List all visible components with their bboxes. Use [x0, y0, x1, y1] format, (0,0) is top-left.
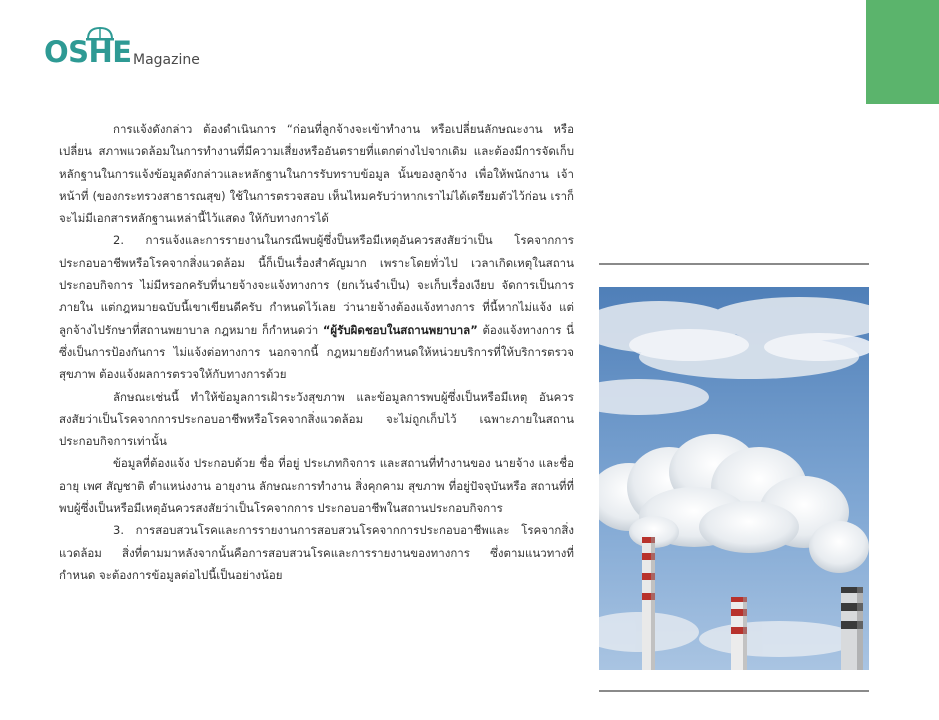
chimney-right: [841, 587, 863, 670]
factory-chimney-smoke-icon: [599, 287, 869, 670]
paragraph-1-text: การแจ้งดังกล่าว ต้องดำเนินการ “ก่อนที่ลูกจ้างจะเข้าทำงาน หรือเปลี่ยนลักษณะงาน หรือเปลี่ยน สภาพแวดล้อมในการทำงานที่มีความเสี่ยงหรืออันตรายที่แตกต่างไปจากเดิม และต้องมีการจัดเก็บ หลักฐานในการแจ้งข้อมูลดังกล่าวและหลักฐานในการรับทราบข้อมูล นั้นของลูกจ้าง เพื่อให้พนักงาน เจ้าหน้าที่ (ของกระทรวงสาธารณสุข) ใช้ในการตรวจสอบ เห็นไหมครับว่าหากเราไม่ได้เตรียมตัวไว้ก่อน เราก็จะไม่มีเอกสารหลักฐานเหล่านี้ไว้แสดง ให้กับทางการได้: [59, 122, 574, 226]
divider-bottom: [599, 690, 869, 692]
paragraph-4: [59, 452, 574, 519]
paragraph-1: [59, 118, 574, 229]
paragraph-5: [59, 519, 574, 586]
paragraph-4-text: ข้อมูลที่ต้องแจ้ง ประกอบด้วย ชื่อ ที่อยู่ ประเภทกิจการ และสถานที่ทำงานของ นายจ้าง และชื่อ อายุ เพศ สัญชาติ ตำแหน่งงาน อายุงาน ลักษณะการทำงาน สิ่งคุกคาม สุขภาพ ที่อยู่ปัจจุบันหรือ สถานที่ที่พบผู้ซึ่งเป็นหรือมีเหตุอันควรสงสัยว่าเป็นโรคจากการ ประกอบอาชีพในสถานประกอบกิจการ: [59, 456, 574, 516]
corner-color-block: [866, 0, 939, 104]
chimney-left: [642, 537, 655, 670]
logo-wordmark: OSHE: [44, 35, 132, 69]
factory-smoke-photo: [599, 287, 869, 670]
paragraph-2-text-b: ต้องแจ้งทางการ นี่ซึ่งเป็นการป้องกันการ ไม่แจ้งต่อทางการ นอกจากนี้ กฎหมายยังกำหนดให้หน่วยบริการที่ให้บริการตรวจสุขภาพ ต้องแจ้งผลการตรวจให้กับทางการด้วย: [59, 322, 574, 382]
paragraph-2-text-a: 2. การแจ้งและการรายงานในกรณีพบผู้ซึ่งป็นหรือมีเหตุอันควรสงสัยว่าเป็น โรคจากการประกอบอาชีพหรือโรคจากสิ่งแวดล้อม นี้ก็เป็นเรื่องสำคัญมาก เพราะโดยทั่วไป เวลาเกิดเหตุในสถานประกอบกิจการ ไม่มีหรอกครับที่นายจ้างจะแจ้งทางการ (ยกเว้นจำเป็น) จะเก็บเรื่องเงียบ จัดการเป็นการภายใน แต่กฎหมายฉบับนี้เขาเขียนดีครับ กำหนดไว้เลย ว่านายจ้างต้องแจ้งทางการ ที่นี้หากไม่แจ้ง แต่ลูกจ้างไปรักษาที่สถานพยาบาล กฎหมาย ก็กำหนดว่า: [59, 233, 574, 337]
paragraph-2-emphasis: “ผู้รับผิดชอบในสถานพยาบาล”: [322, 322, 478, 337]
paragraph-3-text: ลักษณะเช่นนี้ ทำให้ข้อมูลการเฝ้าระวังสุขภาพ และข้อมูลการพบผู้ซึ่งเป็นหรือมีเหตุ อันควรสงสัยว่าเป็นโรคจากการประกอบอาชีพหรือโรคจากสิ่งแวดล้อม จะไม่ถูกเก็บไว้ เฉพาะภายในสถานประกอบกิจการเท่านั้น: [59, 389, 574, 449]
divider-top: [599, 263, 869, 265]
paragraph-3: [59, 386, 574, 453]
logo-subtitle: Magazine: [133, 52, 200, 68]
chimney-middle: [731, 597, 747, 670]
article-body: [59, 118, 574, 586]
paragraph-5-text: 3. การสอบสวนโรคและการรายงานการสอบสวนโรคจากการประกอบอาชีพและ โรคจากสิ่งแวดล้อม สิ่งที่ตามมาหลังจากนั้นคือการสอบสวนโรคและการรายงานของทางการ ซึ่งตามแนวทางที่กำหนด จะต้องการข้อมูลต่อไปนี้เป็นอย่างน้อย: [59, 523, 574, 582]
paragraph-2: [59, 229, 574, 385]
